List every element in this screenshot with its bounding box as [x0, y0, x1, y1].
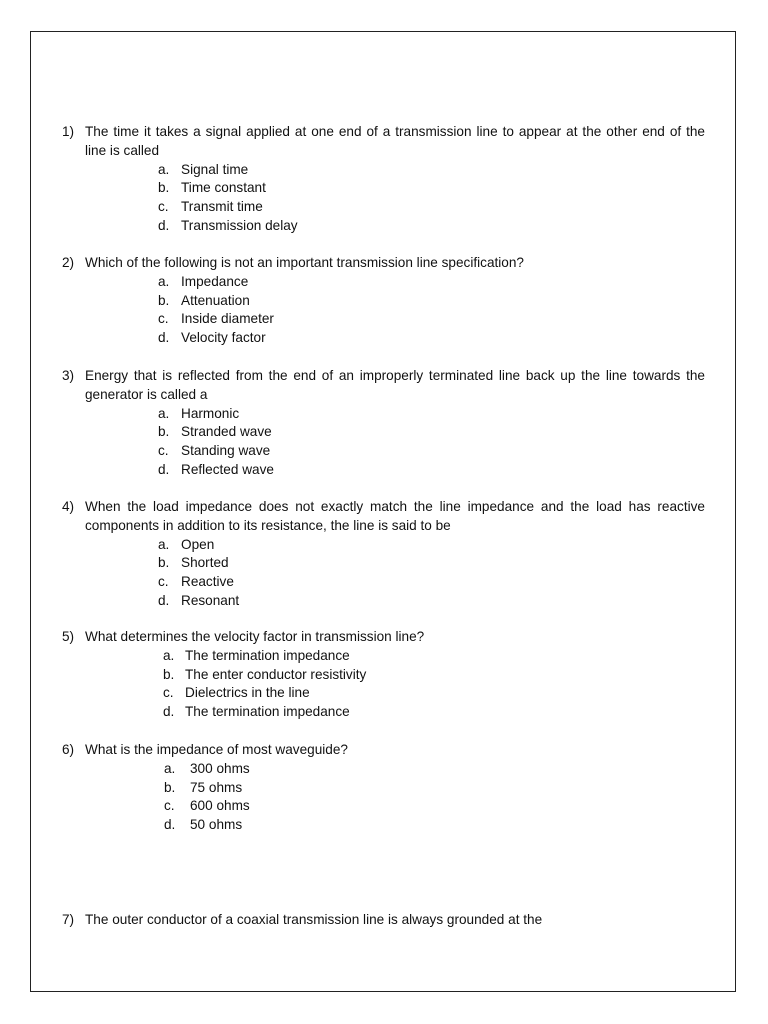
option-text: Transmission delay — [181, 217, 298, 233]
question-number: 3) — [62, 368, 75, 383]
option-letter: d. — [163, 704, 175, 720]
answer-option-b[interactable] — [62, 423, 705, 442]
question-number: 1) — [62, 124, 75, 139]
answer-option-d[interactable] — [62, 461, 705, 480]
option-text: The termination impedance — [185, 704, 350, 720]
option-text: Open — [181, 536, 215, 552]
answer-option-a[interactable] — [62, 161, 705, 180]
option-letter: d. — [164, 817, 176, 833]
answer-options — [62, 405, 705, 480]
option-letter: d. — [158, 592, 170, 608]
option-text: Signal time — [181, 161, 249, 177]
option-letter: c. — [158, 199, 169, 215]
answer-option-c[interactable] — [62, 198, 705, 217]
option-letter: b. — [158, 292, 170, 308]
option-letter: b. — [164, 779, 176, 795]
answer-option-b[interactable] — [62, 779, 705, 798]
answer-option-c[interactable] — [62, 684, 705, 703]
option-text: Attenuation — [181, 292, 250, 308]
option-letter: c. — [158, 443, 169, 459]
question-text: What determines the velocity factor in transmission line? — [85, 629, 425, 644]
answer-options — [62, 273, 705, 348]
option-letter: b. — [163, 666, 175, 682]
option-letter: c. — [163, 685, 174, 701]
option-letter: a. — [158, 405, 170, 421]
question-7 — [62, 911, 705, 930]
option-text: 75 ohms — [190, 779, 243, 795]
option-letter: c. — [158, 574, 169, 590]
question-number: 4) — [62, 499, 75, 514]
option-letter: c. — [164, 798, 175, 814]
question-3 — [62, 367, 705, 480]
option-text: The enter conductor resistivity — [185, 666, 367, 682]
question-text: Which of the following is not an important transmission line specification? — [85, 255, 524, 270]
answer-option-c[interactable] — [62, 573, 705, 592]
option-text: Stranded wave — [181, 424, 272, 440]
answer-option-a[interactable] — [62, 536, 705, 555]
answer-option-c[interactable] — [62, 797, 705, 816]
question-text: The outer conductor of a coaxial transmission line is always grounded at the — [85, 912, 543, 927]
answer-option-c[interactable] — [62, 310, 705, 329]
question-4 — [62, 498, 705, 611]
answer-option-d[interactable] — [62, 703, 705, 722]
answer-option-a[interactable] — [62, 273, 705, 292]
option-text: Standing wave — [181, 443, 271, 459]
answer-option-d[interactable] — [62, 217, 705, 236]
option-letter: a. — [164, 760, 176, 776]
option-text: Shorted — [181, 555, 229, 571]
answer-option-b[interactable] — [62, 292, 705, 311]
answer-option-b[interactable] — [62, 554, 705, 573]
option-text: Velocity factor — [181, 330, 266, 346]
option-text: 50 ohms — [190, 817, 243, 833]
answer-options — [62, 161, 705, 236]
option-letter: a. — [158, 161, 170, 177]
option-letter: b. — [158, 555, 170, 571]
question-number: 5) — [62, 629, 75, 644]
question-1 — [62, 123, 705, 236]
option-text: Harmonic — [181, 405, 240, 421]
option-text: The termination impedance — [185, 647, 350, 663]
question-text: Energy that is reflected from the end of an improperly terminated line back up the line towards the generator is called a — [85, 368, 705, 402]
question-text: What is the impedance of most waveguide? — [85, 742, 348, 757]
question-text: When the load impedance does not exactly match the line impedance and the load has reactive components in addition to its resistance, the line is said to be — [85, 499, 705, 533]
answer-option-a[interactable] — [62, 647, 705, 666]
option-text: Reactive — [181, 574, 234, 590]
question-5 — [62, 628, 705, 722]
answer-option-d[interactable] — [62, 329, 705, 348]
question-text: The time it takes a signal applied at one end of a transmission line to appear at the other end of the line is called — [85, 124, 705, 158]
option-text: Impedance — [181, 273, 249, 289]
option-text: Transmit time — [181, 199, 263, 215]
question-number: 7) — [62, 912, 75, 927]
option-text: 600 ohms — [190, 798, 250, 814]
option-letter: d. — [158, 217, 170, 233]
option-letter: c. — [158, 311, 169, 327]
answer-option-d[interactable] — [62, 816, 705, 835]
answer-options — [62, 647, 705, 722]
question-number: 2) — [62, 255, 75, 270]
answer-option-d[interactable] — [62, 592, 705, 611]
option-letter: a. — [163, 647, 175, 663]
answer-options — [62, 536, 705, 611]
question-2 — [62, 254, 705, 348]
option-letter: a. — [158, 536, 170, 552]
option-text: Reflected wave — [181, 461, 274, 477]
answer-option-b[interactable] — [62, 666, 705, 685]
option-letter: b. — [158, 424, 170, 440]
option-text: 300 ohms — [190, 760, 250, 776]
option-text: Dielectrics in the line — [185, 685, 310, 701]
option-text: Inside diameter — [181, 311, 274, 327]
answer-option-a[interactable] — [62, 405, 705, 424]
question-number: 6) — [62, 742, 75, 757]
answer-options — [62, 760, 705, 835]
answer-option-b[interactable] — [62, 179, 705, 198]
option-letter: d. — [158, 461, 170, 477]
option-letter: d. — [158, 330, 170, 346]
option-text: Resonant — [181, 592, 240, 608]
option-text: Time constant — [181, 180, 266, 196]
option-letter: b. — [158, 180, 170, 196]
option-letter: a. — [158, 273, 170, 289]
question-6 — [62, 741, 705, 835]
answer-option-a[interactable] — [62, 760, 705, 779]
answer-option-c[interactable] — [62, 442, 705, 461]
